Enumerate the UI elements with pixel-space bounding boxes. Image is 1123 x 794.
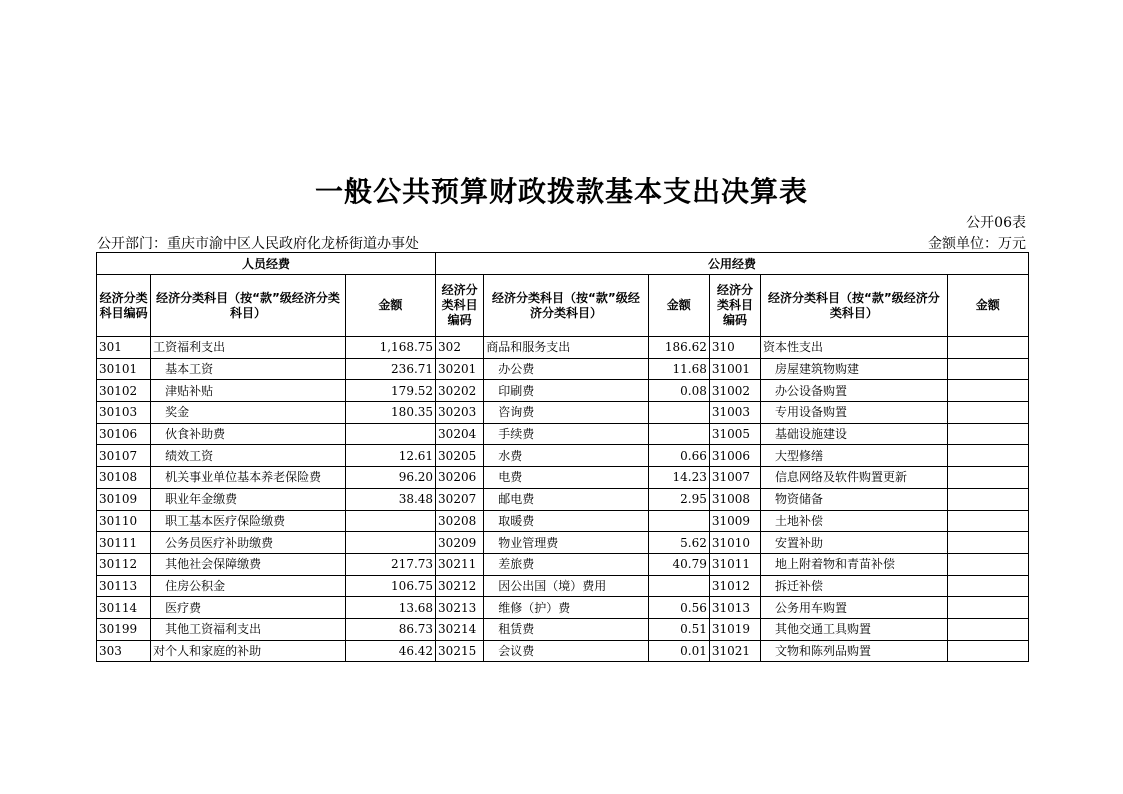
cell-code-capital: 31019: [709, 618, 760, 640]
cell-amount-personnel: 1,168.75: [345, 337, 435, 359]
cell-amount-goods: 0.51: [648, 618, 709, 640]
cell-code-goods: 30214: [436, 618, 484, 640]
cell-amount-goods: 40.79: [648, 553, 709, 575]
cell-code-capital: 31012: [709, 575, 760, 597]
cell-amount-goods: 186.62: [648, 337, 709, 359]
cell-name-personnel: 其他工资福利支出: [151, 618, 346, 640]
cell-name-capital: 信息网络及软件购置更新: [761, 467, 948, 489]
cell-code-personnel: 30199: [97, 618, 151, 640]
page-title: 一般公共预算财政拨款基本支出决算表: [314, 175, 808, 208]
cell-code-goods: 30211: [436, 553, 484, 575]
cell-name-capital: 文物和陈列品购置: [761, 640, 948, 662]
cell-name-capital: 专用设备购置: [761, 402, 948, 424]
table-row: [97, 510, 1029, 532]
cell-code-goods: 30205: [436, 445, 484, 467]
cell-name-personnel: 其他社会保障缴费: [151, 553, 346, 575]
cell-name-goods: 维修（护）费: [484, 597, 649, 619]
cell-code-goods: 30209: [436, 532, 484, 554]
form-number: 公开06表: [966, 215, 1026, 231]
cell-amount-goods: 11.68: [648, 358, 709, 380]
cell-code-goods: 30202: [436, 380, 484, 402]
cell-amount-personnel: [345, 510, 435, 532]
cell-amount-capital: [947, 380, 1028, 402]
cell-name-personnel: 基本工资: [151, 358, 346, 380]
cell-amount-goods: 0.56: [648, 597, 709, 619]
cell-code-capital: 31007: [709, 467, 760, 489]
cell-name-goods: 水费: [484, 445, 649, 467]
table-row: [97, 423, 1029, 445]
column-header-code: 经济分类科目编码: [97, 275, 151, 337]
expenditure-table: [96, 252, 1029, 662]
cell-name-capital: 房屋建筑物购建: [761, 358, 948, 380]
cell-code-goods: 30213: [436, 597, 484, 619]
cell-code-capital: 31021: [709, 640, 760, 662]
cell-name-personnel: 绩效工资: [151, 445, 346, 467]
cell-amount-capital: [947, 402, 1028, 424]
cell-name-goods: 取暖费: [484, 510, 649, 532]
cell-code-personnel: 30107: [97, 445, 151, 467]
cell-amount-personnel: [345, 423, 435, 445]
cell-code-personnel: 30113: [97, 575, 151, 597]
cell-name-personnel: 机关事业单位基本养老保险费: [151, 467, 346, 489]
cell-name-goods: 商品和服务支出: [484, 337, 649, 359]
cell-code-personnel: 30101: [97, 358, 151, 380]
cell-amount-capital: [947, 597, 1028, 619]
cell-code-goods: 30208: [436, 510, 484, 532]
cell-amount-personnel: 86.73: [345, 618, 435, 640]
cell-amount-capital: [947, 510, 1028, 532]
cell-code-capital: 31013: [709, 597, 760, 619]
cell-amount-personnel: 236.71: [345, 358, 435, 380]
cell-code-capital: 31001: [709, 358, 760, 380]
cell-amount-goods: 5.62: [648, 532, 709, 554]
cell-code-personnel: 30112: [97, 553, 151, 575]
cell-name-personnel: 工资福利支出: [151, 337, 346, 359]
unit-label: 金额单位：万元: [928, 236, 1026, 252]
cell-name-capital: 资本性支出: [761, 337, 948, 359]
cell-name-goods: 会议费: [484, 640, 649, 662]
table-row: [97, 553, 1029, 575]
table-row: [97, 337, 1029, 359]
cell-amount-personnel: 217.73: [345, 553, 435, 575]
cell-amount-goods: 2.95: [648, 488, 709, 510]
group-header-public: 公用经费: [436, 253, 1029, 275]
cell-code-personnel: 30110: [97, 510, 151, 532]
cell-amount-personnel: 106.75: [345, 575, 435, 597]
cell-name-goods: 手续费: [484, 423, 649, 445]
column-header-amount: 金额: [648, 275, 709, 337]
cell-name-goods: 物业管理费: [484, 532, 649, 554]
cell-code-goods: 30215: [436, 640, 484, 662]
cell-amount-goods: 0.08: [648, 380, 709, 402]
cell-name-goods: 租赁费: [484, 618, 649, 640]
cell-amount-goods: [648, 402, 709, 424]
cell-name-personnel: 奖金: [151, 402, 346, 424]
cell-code-capital: 31005: [709, 423, 760, 445]
cell-name-personnel: 对个人和家庭的补助: [151, 640, 346, 662]
cell-amount-personnel: 96.20: [345, 467, 435, 489]
column-header-name: 经济分类科目（按“款”级经济分类科目）: [761, 275, 948, 337]
cell-amount-capital: [947, 337, 1028, 359]
cell-code-capital: 31003: [709, 402, 760, 424]
cell-amount-personnel: 179.52: [345, 380, 435, 402]
cell-code-capital: 31010: [709, 532, 760, 554]
cell-name-capital: 大型修缮: [761, 445, 948, 467]
cell-amount-capital: [947, 423, 1028, 445]
cell-name-goods: 办公费: [484, 358, 649, 380]
cell-amount-personnel: 38.48: [345, 488, 435, 510]
cell-code-personnel: 30114: [97, 597, 151, 619]
cell-code-personnel: 30103: [97, 402, 151, 424]
cell-code-personnel: 303: [97, 640, 151, 662]
cell-name-capital: 基础设施建设: [761, 423, 948, 445]
cell-amount-personnel: 12.61: [345, 445, 435, 467]
cell-amount-capital: [947, 640, 1028, 662]
table-row: [97, 445, 1029, 467]
cell-name-goods: 差旅费: [484, 553, 649, 575]
cell-amount-personnel: 13.68: [345, 597, 435, 619]
cell-amount-capital: [947, 445, 1028, 467]
cell-code-capital: 31011: [709, 553, 760, 575]
cell-name-personnel: 公务员医疗补助缴费: [151, 532, 346, 554]
column-header-code: 经济分类科目编码: [436, 275, 484, 337]
cell-name-personnel: 津贴补贴: [151, 380, 346, 402]
cell-code-goods: 30203: [436, 402, 484, 424]
table-row: [97, 488, 1029, 510]
cell-name-capital: 拆迁补偿: [761, 575, 948, 597]
table-row: [97, 467, 1029, 489]
cell-amount-capital: [947, 467, 1028, 489]
cell-code-goods: 302: [436, 337, 484, 359]
cell-name-personnel: 职工基本医疗保险缴费: [151, 510, 346, 532]
cell-code-goods: 30212: [436, 575, 484, 597]
table-row: [97, 532, 1029, 554]
cell-code-personnel: 30111: [97, 532, 151, 554]
cell-name-personnel: 住房公积金: [151, 575, 346, 597]
cell-code-capital: 31006: [709, 445, 760, 467]
cell-name-capital: 公务用车购置: [761, 597, 948, 619]
table-row: [97, 380, 1029, 402]
cell-code-capital: 310: [709, 337, 760, 359]
cell-amount-goods: [648, 575, 709, 597]
group-header-personnel: 人员经费: [97, 253, 436, 275]
cell-amount-capital: [947, 618, 1028, 640]
column-header-code: 经济分类科目编码: [709, 275, 760, 337]
cell-amount-capital: [947, 575, 1028, 597]
cell-name-goods: 邮电费: [484, 488, 649, 510]
cell-code-personnel: 301: [97, 337, 151, 359]
cell-name-goods: 电费: [484, 467, 649, 489]
table-row: [97, 640, 1029, 662]
cell-amount-goods: 0.66: [648, 445, 709, 467]
cell-name-capital: 其他交通工具购置: [761, 618, 948, 640]
cell-code-goods: 30204: [436, 423, 484, 445]
table-row: [97, 597, 1029, 619]
column-header-amount: 金额: [345, 275, 435, 337]
cell-code-goods: 30206: [436, 467, 484, 489]
cell-amount-capital: [947, 488, 1028, 510]
cell-amount-goods: 14.23: [648, 467, 709, 489]
cell-code-personnel: 30109: [97, 488, 151, 510]
cell-code-capital: 31002: [709, 380, 760, 402]
cell-name-capital: 安置补助: [761, 532, 948, 554]
cell-name-goods: 因公出国（境）费用: [484, 575, 649, 597]
cell-code-personnel: 30106: [97, 423, 151, 445]
cell-name-capital: 土地补偿: [761, 510, 948, 532]
column-header-name: 经济分类科目（按“款”级经济分类科目）: [484, 275, 649, 337]
column-header-name: 经济分类科目（按“款”级经济分类科目）: [151, 275, 346, 337]
table-body: [97, 337, 1029, 662]
cell-amount-capital: [947, 553, 1028, 575]
cell-name-personnel: 职业年金缴费: [151, 488, 346, 510]
cell-name-goods: 印刷费: [484, 380, 649, 402]
cell-code-goods: 30201: [436, 358, 484, 380]
cell-name-goods: 咨询费: [484, 402, 649, 424]
cell-amount-goods: [648, 423, 709, 445]
cell-name-capital: 办公设备购置: [761, 380, 948, 402]
cell-code-personnel: 30102: [97, 380, 151, 402]
cell-amount-personnel: 46.42: [345, 640, 435, 662]
cell-code-personnel: 30108: [97, 467, 151, 489]
cell-amount-personnel: [345, 532, 435, 554]
cell-amount-capital: [947, 532, 1028, 554]
cell-code-capital: 31009: [709, 510, 760, 532]
cell-name-personnel: 伙食补助费: [151, 423, 346, 445]
cell-code-capital: 31008: [709, 488, 760, 510]
cell-code-goods: 30207: [436, 488, 484, 510]
cell-amount-capital: [947, 358, 1028, 380]
cell-name-capital: 地上附着物和青苗补偿: [761, 553, 948, 575]
table-row: [97, 402, 1029, 424]
department-label: 公开部门：重庆市渝中区人民政府化龙桥街道办事处: [97, 236, 419, 252]
cell-name-personnel: 医疗费: [151, 597, 346, 619]
table-row: [97, 358, 1029, 380]
cell-amount-goods: 0.01: [648, 640, 709, 662]
cell-amount-goods: [648, 510, 709, 532]
cell-amount-personnel: 180.35: [345, 402, 435, 424]
column-header-amount: 金额: [947, 275, 1028, 337]
cell-name-capital: 物资储备: [761, 488, 948, 510]
table-row: [97, 618, 1029, 640]
table-row: [97, 575, 1029, 597]
